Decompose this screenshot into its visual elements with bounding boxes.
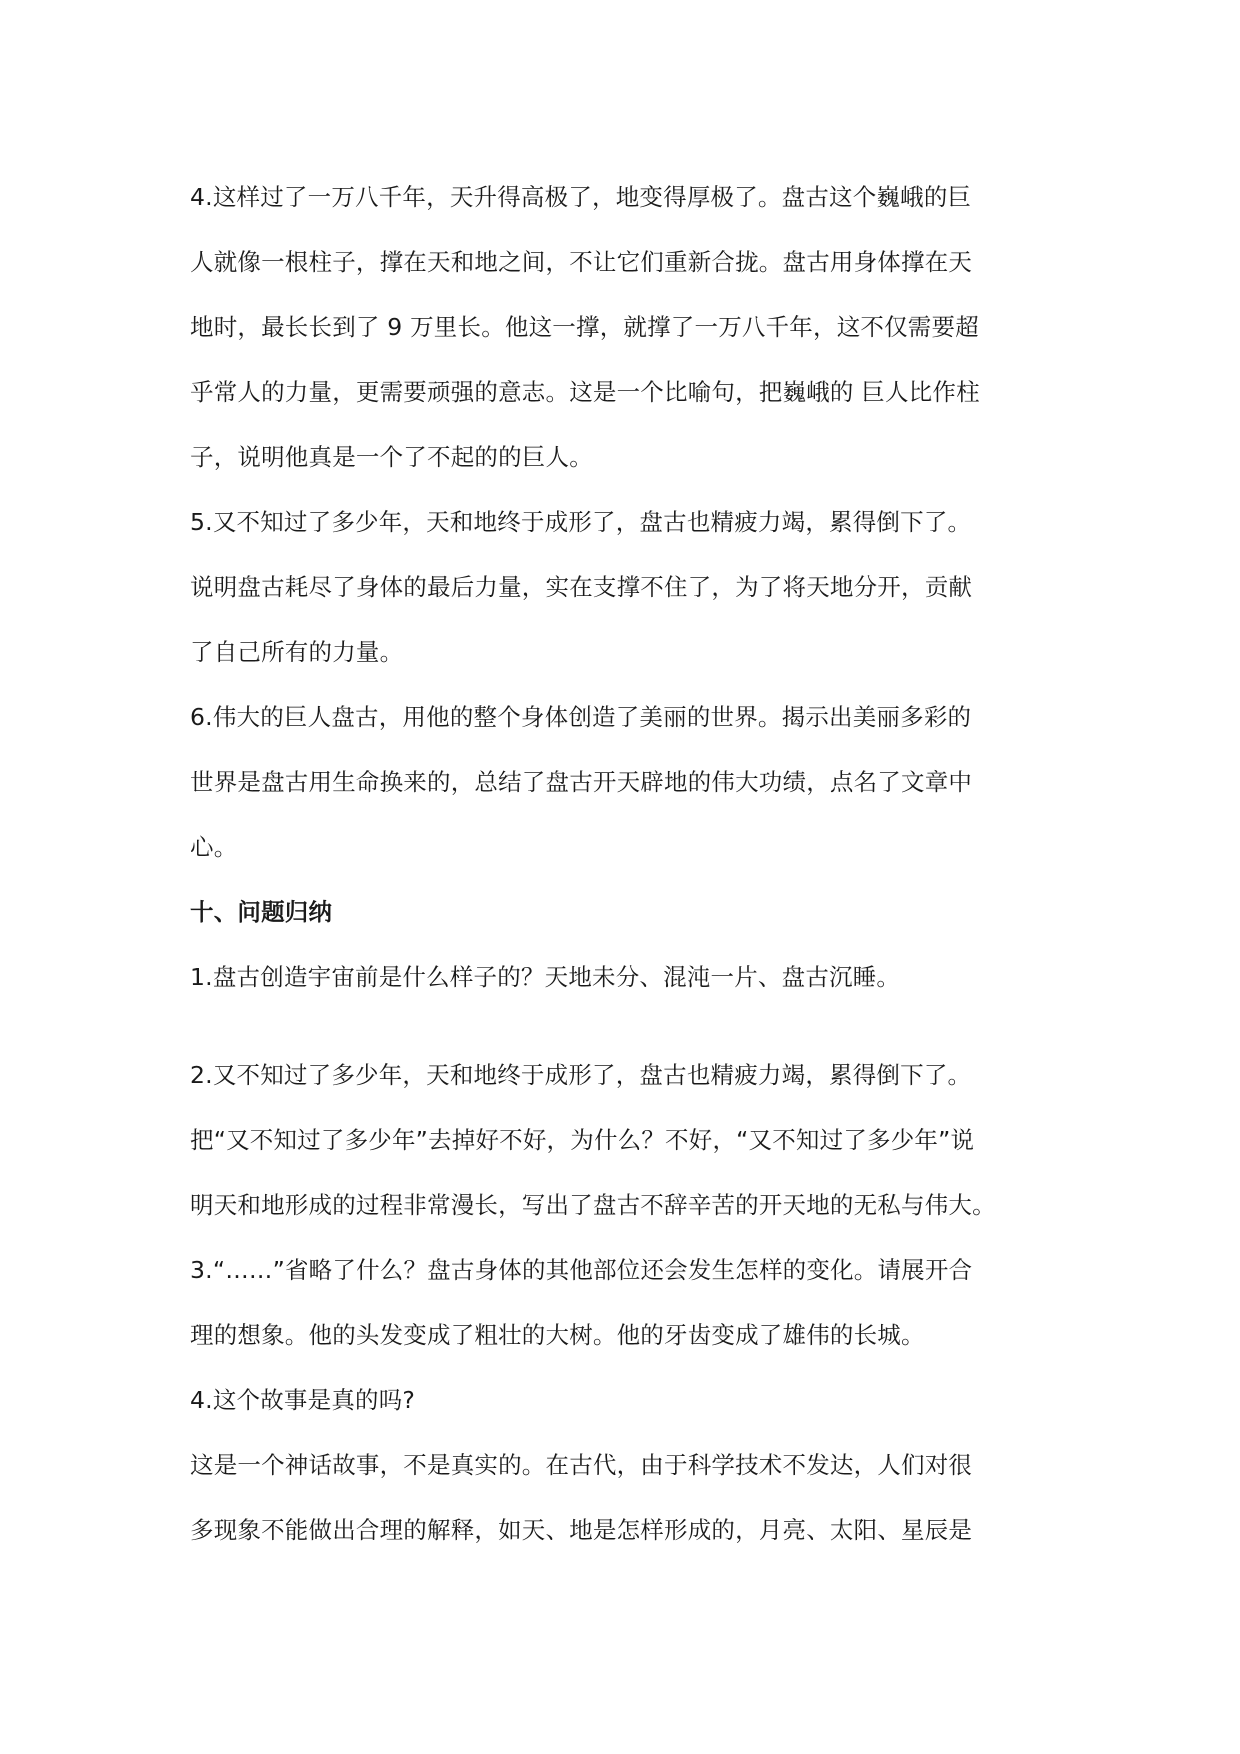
paragraph-4-line-2: 人就像一根柱子，撑在天和地之间，不让它们重新合拢。盘古用身体撑在天	[190, 248, 973, 276]
blank-spacer	[190, 1010, 1070, 1043]
answer-4-line-2: 多现象不能做出合理的解释，如天、地是怎样形成的，月亮、太阳、星辰是	[190, 1516, 973, 1544]
paragraph-4-line-5: 子，说明他真是一个了不起的的巨人。	[190, 443, 593, 471]
question-3-line-1: 3.“……”省略了什么？盘古身体的其他部位还会发生怎样的变化。请展开合	[190, 1256, 973, 1284]
question-2-line-1: 2.又不知过了多少年，天和地终于成形了，盘古也精疲力竭，累得倒下了。	[190, 1061, 972, 1089]
paragraph-5-line-1: 5.又不知过了多少年，天和地终于成形了，盘古也精疲力竭，累得倒下了。	[190, 508, 972, 536]
question-1-line-1: 1.盘古创造宇宙前是什么样子的？天地未分、混沌一片、盘古沉睡。	[190, 963, 901, 991]
paragraph-4-line-3: 地时，最长长到了 9 万里长。他这一撑，就撑了一万八千年，这不仅需要超	[190, 313, 979, 341]
question-2-line-3: 明天和地形成的过程非常漫长，写出了盘古不辞辛苦的开天地的无私与伟大。	[190, 1191, 996, 1219]
paragraph-6-line-1: 6.伟大的巨人盘古，用他的整个身体创造了美丽的世界。揭示出美丽多彩的	[190, 703, 972, 731]
question-2-line-2: 把“又不知过了多少年”去掉好不好，为什么？不好，“又不知过了多少年”说	[190, 1126, 975, 1154]
paragraph-6-line-3: 心。	[190, 833, 238, 861]
paragraph-6-line-2: 世界是盘古用生命换来的，总结了盘古开天辟地的伟大功绩，点名了文章中	[190, 768, 973, 796]
section-heading: 十、问题归纳	[190, 898, 333, 926]
paragraph-4-line-1: 4.这样过了一万八千年，天升得高极了，地变得厚极了。盘古这个巍峨的巨	[190, 183, 972, 211]
answer-4-line-1: 这是一个神话故事，不是真实的。在古代，由于科学技术不发达，人们对很	[190, 1451, 973, 1479]
question-3-line-2: 理的想象。他的头发变成了粗壮的大树。他的牙齿变成了雄伟的长城。	[190, 1321, 925, 1349]
question-4-line-1: 4.这个故事是真的吗?	[190, 1386, 416, 1414]
paragraph-5-line-2: 说明盘古耗尽了身体的最后力量，实在支撑不住了，为了将天地分开，贡献	[190, 573, 973, 601]
paragraph-5-line-3: 了自己所有的力量。	[190, 638, 404, 666]
document-body	[190, 165, 1070, 1563]
paragraph-4-line-4: 乎常人的力量，更需要顽强的意志。这是一个比喻句，把巍峨的 巨人比作柱	[190, 378, 980, 406]
